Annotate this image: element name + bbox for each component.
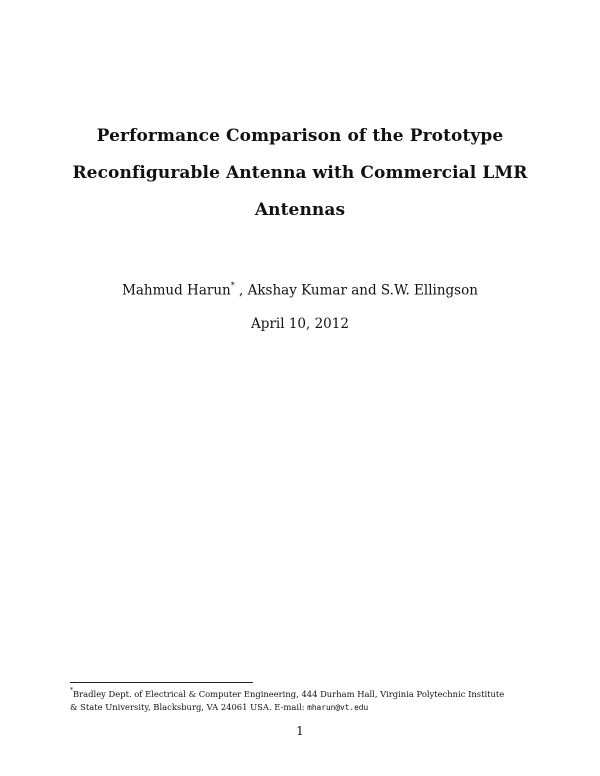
author-rest: , Akshay Kumar and S.W. Ellingson: [234, 282, 478, 299]
footnote-address-text: & State University, Blacksburg, VA 24061 USA. E-mail:: [70, 701, 308, 712]
page-number: 1: [296, 724, 304, 738]
title-line-3: Antennas: [254, 200, 346, 220]
footnote-email: mharun@vt.edu: [307, 702, 369, 712]
author-first: Mahmud Harun: [122, 282, 231, 299]
footnote-mark: *: [70, 687, 73, 694]
footnote-line-1: [70, 685, 538, 701]
affiliation-footnote: [70, 685, 538, 714]
footnote-divider: [70, 682, 253, 683]
title-line-1: Performance Comparison of the Prototype: [96, 126, 504, 146]
footnote-line-2: [70, 701, 538, 714]
author-list: [60, 282, 540, 299]
paper-title: [60, 118, 540, 229]
footnote-affiliation-text: Bradley Dept. of Electrical & Computer Engineering, 444 Durham Hall, Virginia Polytechnic Institute: [73, 688, 505, 699]
paper-date: April 10, 2012: [251, 316, 349, 332]
title-line-2: Reconfigurable Antenna with Commercial LMR: [72, 163, 528, 183]
author-affiliation-mark: *: [230, 281, 235, 290]
